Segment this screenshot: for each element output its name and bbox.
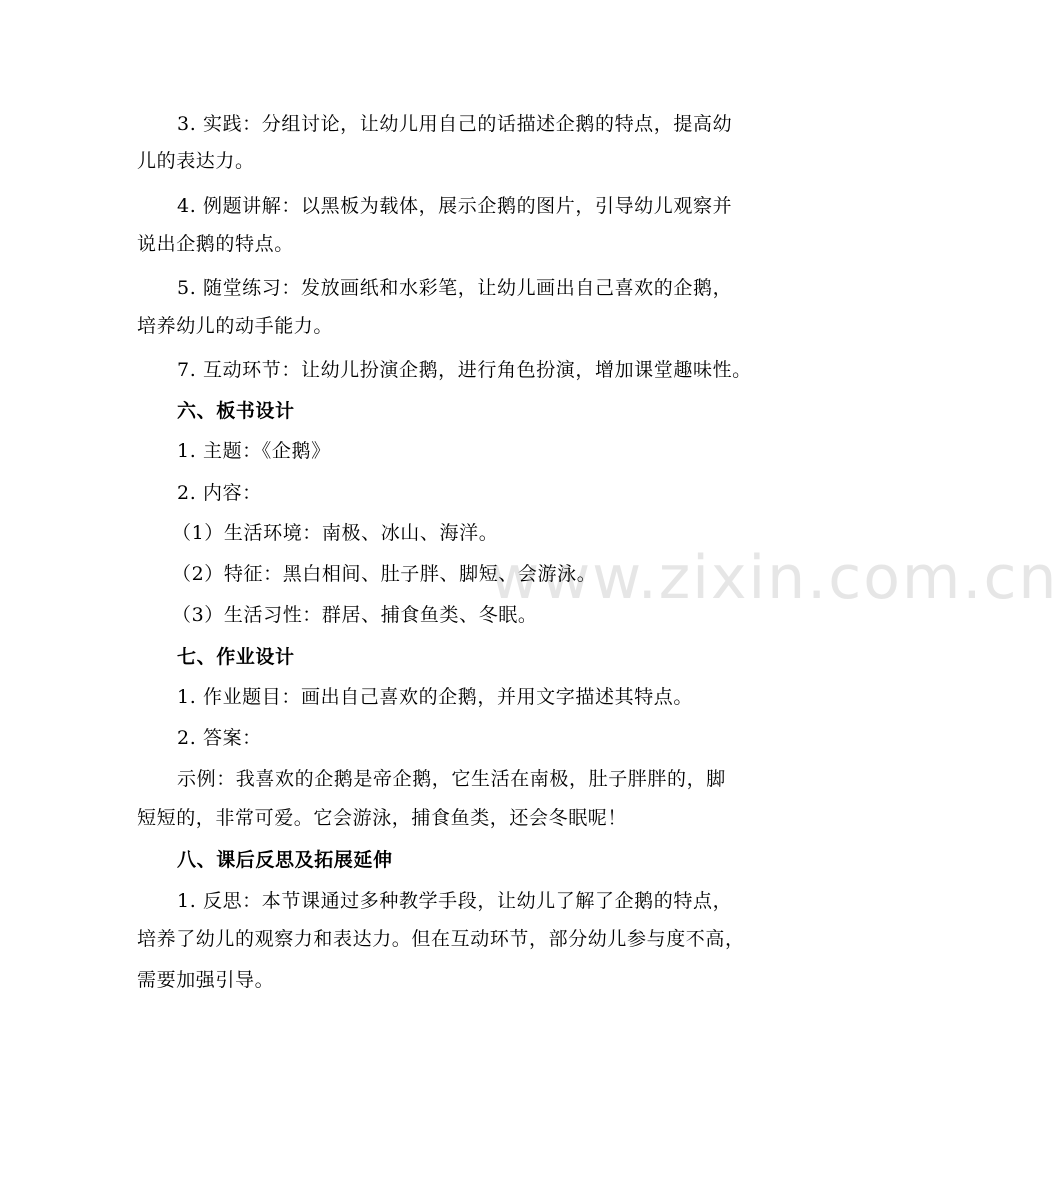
paragraph-line: 3. 实践：分组讨论，让幼儿用自己的话描述企鹅的特点，提高幼 xyxy=(177,113,733,135)
paragraph-line: 4. 例题讲解：以黑板为载体，展示企鹅的图片，引导幼儿观察并 xyxy=(177,195,733,217)
paragraph-line: 1. 作业题目：画出自己喜欢的企鹅，并用文字描述其特点。 xyxy=(177,686,693,708)
paragraph-line: 说出企鹅的特点。 xyxy=(137,233,294,255)
list-item: （2）特征：黑白相间、肚子胖、脚短、会游泳。 xyxy=(172,563,597,585)
paragraph-line: 培养了幼儿的观察力和表达力。但在互动环节，部分幼儿参与度不高， xyxy=(137,928,745,950)
list-item: （3）生活习性：群居、捕食鱼类、冬眠。 xyxy=(172,604,538,626)
paragraph-line: 培养幼儿的动手能力。 xyxy=(137,315,334,337)
paragraph-line: 5. 随堂练习：发放画纸和水彩笔，让幼儿画出自己喜欢的企鹅， xyxy=(177,277,733,299)
paragraph-line: 1. 反思：本节课通过多种教学手段，让幼儿了解了企鹅的特点， xyxy=(177,890,733,912)
paragraph-line: 示例：我喜欢的企鹅是帝企鹅，它生活在南极，肚子胖胖的，脚 xyxy=(177,768,726,790)
section-heading: 六、板书设计 xyxy=(177,400,295,422)
paragraph-line: 7. 互动环节：让幼儿扮演企鹅，进行角色扮演，增加课堂趣味性。 xyxy=(177,359,752,381)
paragraph-line: 2. 内容： xyxy=(177,482,262,504)
paragraph-line: 短短的，非常可爱。它会游泳，捕食鱼类，还会冬眠呢！ xyxy=(137,807,628,829)
paragraph-line: 2. 答案： xyxy=(177,727,262,749)
paragraph-line: 儿的表达力。 xyxy=(137,150,255,172)
paragraph-line: 需要加强引导。 xyxy=(137,969,275,991)
watermark: www.zixin.com.cn xyxy=(490,543,1058,613)
section-heading: 七、作业设计 xyxy=(177,646,295,668)
section-heading: 八、课后反思及拓展延伸 xyxy=(177,849,393,871)
paragraph-line: 1. 主题：《企鹅》 xyxy=(177,440,331,462)
list-item: （1）生活环境：南极、冰山、海洋。 xyxy=(172,522,499,544)
